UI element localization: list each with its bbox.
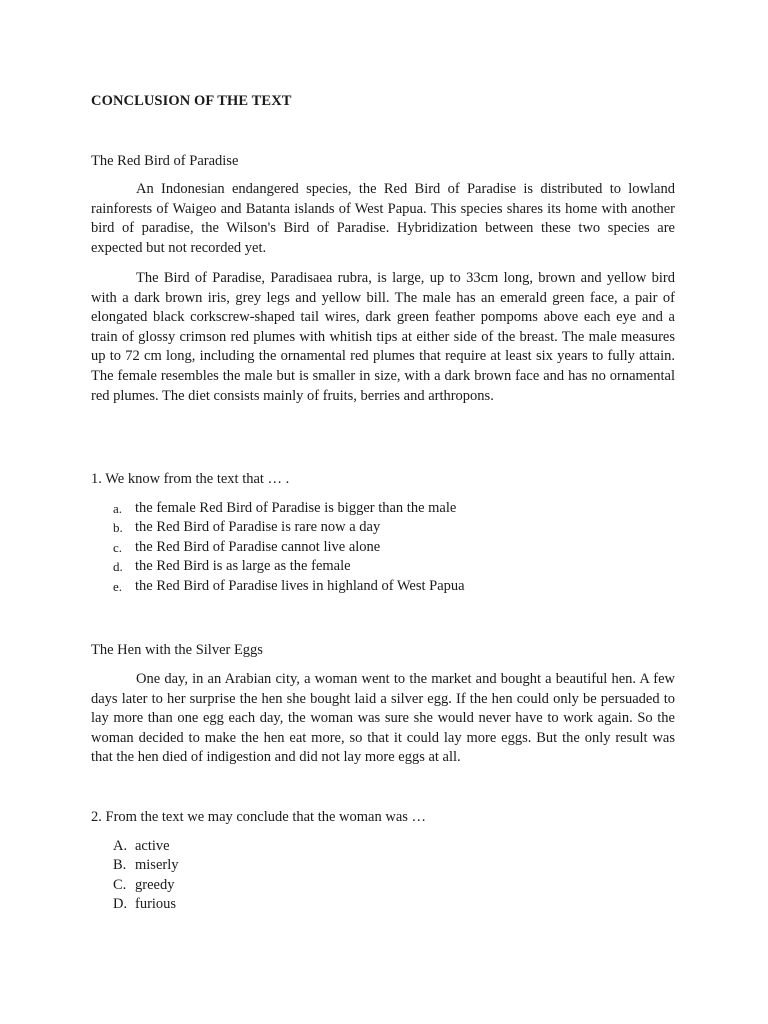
question-2-options bbox=[113, 837, 179, 915]
option-letter: e. bbox=[113, 578, 123, 594]
option-text: the Red Bird is as large as the female bbox=[135, 558, 351, 575]
document-title: CONCLUSION OF THE TEXT bbox=[91, 93, 292, 109]
paragraph-red-bird-2 bbox=[91, 269, 675, 406]
option-text: the female Red Bird of Paradise is bigger than the male bbox=[135, 500, 457, 516]
option-text: the Red Bird of Paradise is rare now a day bbox=[135, 519, 381, 536]
question-2: 2. From the text we may conclude that the woman was … bbox=[91, 809, 427, 825]
question-1-option-c bbox=[113, 538, 465, 557]
option-letter: a. bbox=[113, 501, 123, 516]
option-text: active bbox=[135, 838, 170, 854]
option-letter: b. bbox=[113, 520, 123, 536]
option-text: the Red Bird of Paradise cannot live alone bbox=[135, 538, 381, 555]
paragraph-red-bird-2-part2: a pair of elongated black corkscrew-shaped tail wires, dark green feather pompoms above each eye and a train of glossy crimson red plumes with whitish tips at either side of the breast. The male measures up to 72 cm long, including the ornamental red plumes that require at least six years to fully attain. The female resembles the male but is smaller in size, with a dark brown face and has no ornamental red plumes. The diet consists mainly of fruits, berries and arthropons. bbox=[91, 289, 676, 404]
option-letter: d. bbox=[113, 559, 123, 575]
option-letter: c. bbox=[113, 539, 123, 555]
option-text: furious bbox=[135, 896, 177, 913]
section-title-hen: The Hen with the Silver Eggs bbox=[91, 642, 263, 658]
question-2-option-d bbox=[113, 895, 179, 914]
option-text: miserly bbox=[135, 857, 179, 874]
section-title-red-bird: The Red Bird of Paradise bbox=[91, 153, 239, 169]
paragraph-hen-1: One day, in an Arabian city, a woman went to the market and bought a beautiful hen. A few days later to her surprise the hen she bought laid a silver egg. If the hen could only be persuaded to lay more than one egg each day, the woman was sure she would never have to work again. So the woman decided to make the hen eat more, so that it could lay more eggs. But the only result was that the hen died of indigestion and did not lay more eggs at all. bbox=[91, 671, 675, 766]
question-2-option-c bbox=[113, 876, 179, 895]
question-1-options bbox=[113, 499, 465, 596]
option-letter: C. bbox=[113, 876, 127, 893]
paragraph-red-bird-1: An Indonesian endangered species, the Red Bird of Paradise is distributed to lowland rainforests of Waigeo and Batanta islands of West Papua. This species shares its home with another bird of paradise, the Wilson's Bird of Paradise. Hybridization between these two species are expected but not recorded yet. bbox=[91, 181, 675, 256]
question-1-option-a bbox=[113, 499, 465, 518]
option-text: the Red Bird of Paradise lives in highland of West Papua bbox=[135, 577, 465, 594]
option-letter: B. bbox=[113, 857, 127, 874]
question-2-option-b bbox=[113, 856, 179, 875]
question-1-option-e bbox=[113, 577, 465, 596]
option-letter: A. bbox=[113, 838, 128, 854]
question-1-option-b bbox=[113, 518, 465, 537]
question-2-option-a bbox=[113, 837, 179, 856]
option-text: greedy bbox=[135, 876, 175, 893]
option-letter: D. bbox=[113, 896, 128, 913]
question-1: 1. We know from the text that … . bbox=[91, 471, 290, 487]
question-1-option-d bbox=[113, 557, 465, 576]
paragraph-red-bird-2-part1: The Bird of Paradise, Paradisaea rubra, is large, up to 33cm long, brown and yellow bird with a dark brown iris, grey legs and yellow bill. The male has an emerald green face, bbox=[91, 270, 675, 306]
